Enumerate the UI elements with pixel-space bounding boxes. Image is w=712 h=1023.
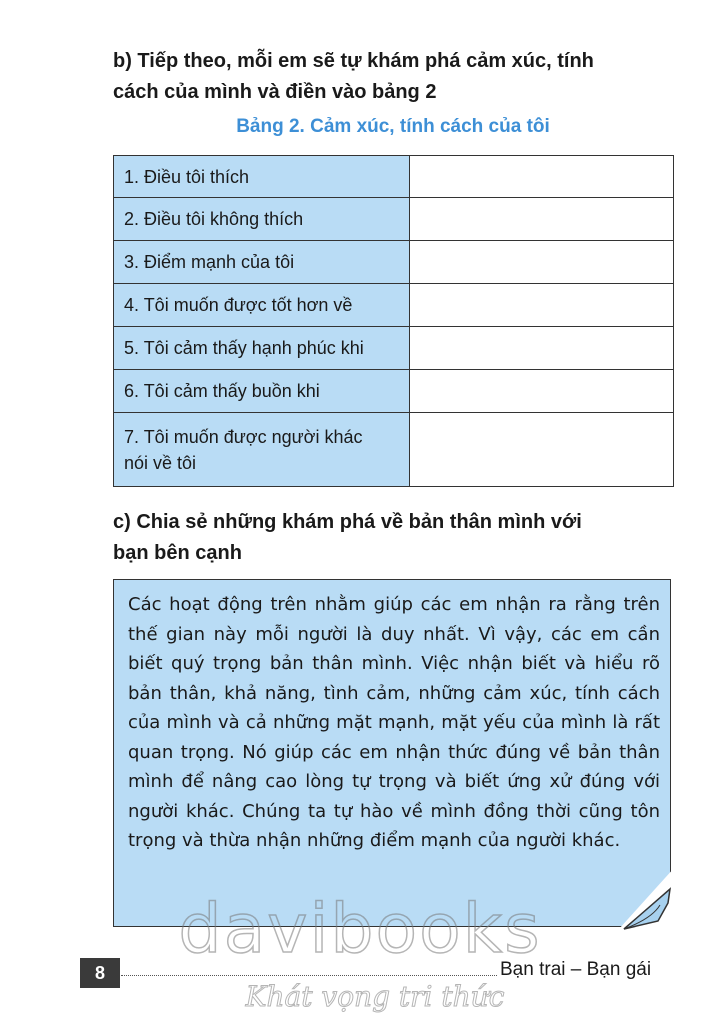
table-row [114, 327, 674, 370]
page-number: 8 [80, 958, 120, 988]
table-row [114, 156, 674, 198]
emotions-table [113, 155, 674, 487]
note-text: Các hoạt động trên nhằm giúp các em nhận ra rằng trên thế gian này mỗi người là duy nhất. Vì vậy, các em cần biết quý trọng bản thân mình. Việc nhận biết và hiểu rõ bản thân, khả năng, tình cảm, những cảm xúc, tính cách của mình và cả những mặt mạnh, mặt yếu của mình là rất quan trọng. Nó giúp các em nhận thức đúng về bản thân mình để nâng cao lòng tự trọng và biết ứng xử đúng với người khác. Chúng ta tự hào về mình đồng thời cũng tôn trọng và thừa nhận những điểm mạnh của người khác. [128, 594, 660, 851]
row-label: 3. Điểm mạnh của tôi [114, 241, 410, 284]
row-label-line1: 7. Tôi muốn được người khác [124, 426, 363, 447]
watermark-tagline: Khát vọng tri thức [245, 980, 505, 1013]
row-label: 5. Tôi cảm thấy hạnh phúc khi [114, 327, 410, 370]
table-row [114, 284, 674, 327]
row-label: 2. Điều tôi không thích [114, 198, 410, 241]
table-row [114, 198, 674, 241]
footer-divider [121, 975, 497, 976]
row-label: 4. Tôi muốn được tốt hơn về [114, 284, 410, 327]
section-b-heading-line2: cách của mình và điền vào bảng 2 [113, 81, 437, 103]
page-curl-icon [620, 885, 674, 930]
table-caption: Bảng 2. Cảm xúc, tính cách của tôi [236, 116, 550, 137]
row-label-line2: nói về tôi [124, 452, 197, 473]
section-c-heading-line2: bạn bên cạnh [113, 542, 242, 564]
answer-cell[interactable] [410, 413, 674, 487]
section-b-heading [113, 46, 673, 108]
answer-cell[interactable] [410, 241, 674, 284]
watermark-brand: davibooks [178, 890, 542, 969]
answer-cell[interactable] [410, 198, 674, 241]
table-row [114, 413, 674, 487]
section-b-heading-line1: b) Tiếp theo, mỗi em sẽ tự khám phá cảm xúc, tính [113, 50, 594, 72]
row-label: 6. Tôi cảm thấy buồn khi [114, 370, 410, 413]
table-row [114, 370, 674, 413]
table-row [114, 241, 674, 284]
section-c-heading [113, 507, 673, 569]
row-label: 1. Điều tôi thích [114, 156, 410, 198]
row-label [114, 413, 410, 487]
answer-cell[interactable] [410, 284, 674, 327]
answer-cell[interactable] [410, 327, 674, 370]
answer-cell[interactable] [410, 156, 674, 198]
answer-cell[interactable] [410, 370, 674, 413]
book-title: Bạn trai – Bạn gái [500, 959, 652, 980]
section-c-heading-line1: c) Chia sẻ những khám phá về bản thân mình với [113, 511, 582, 533]
